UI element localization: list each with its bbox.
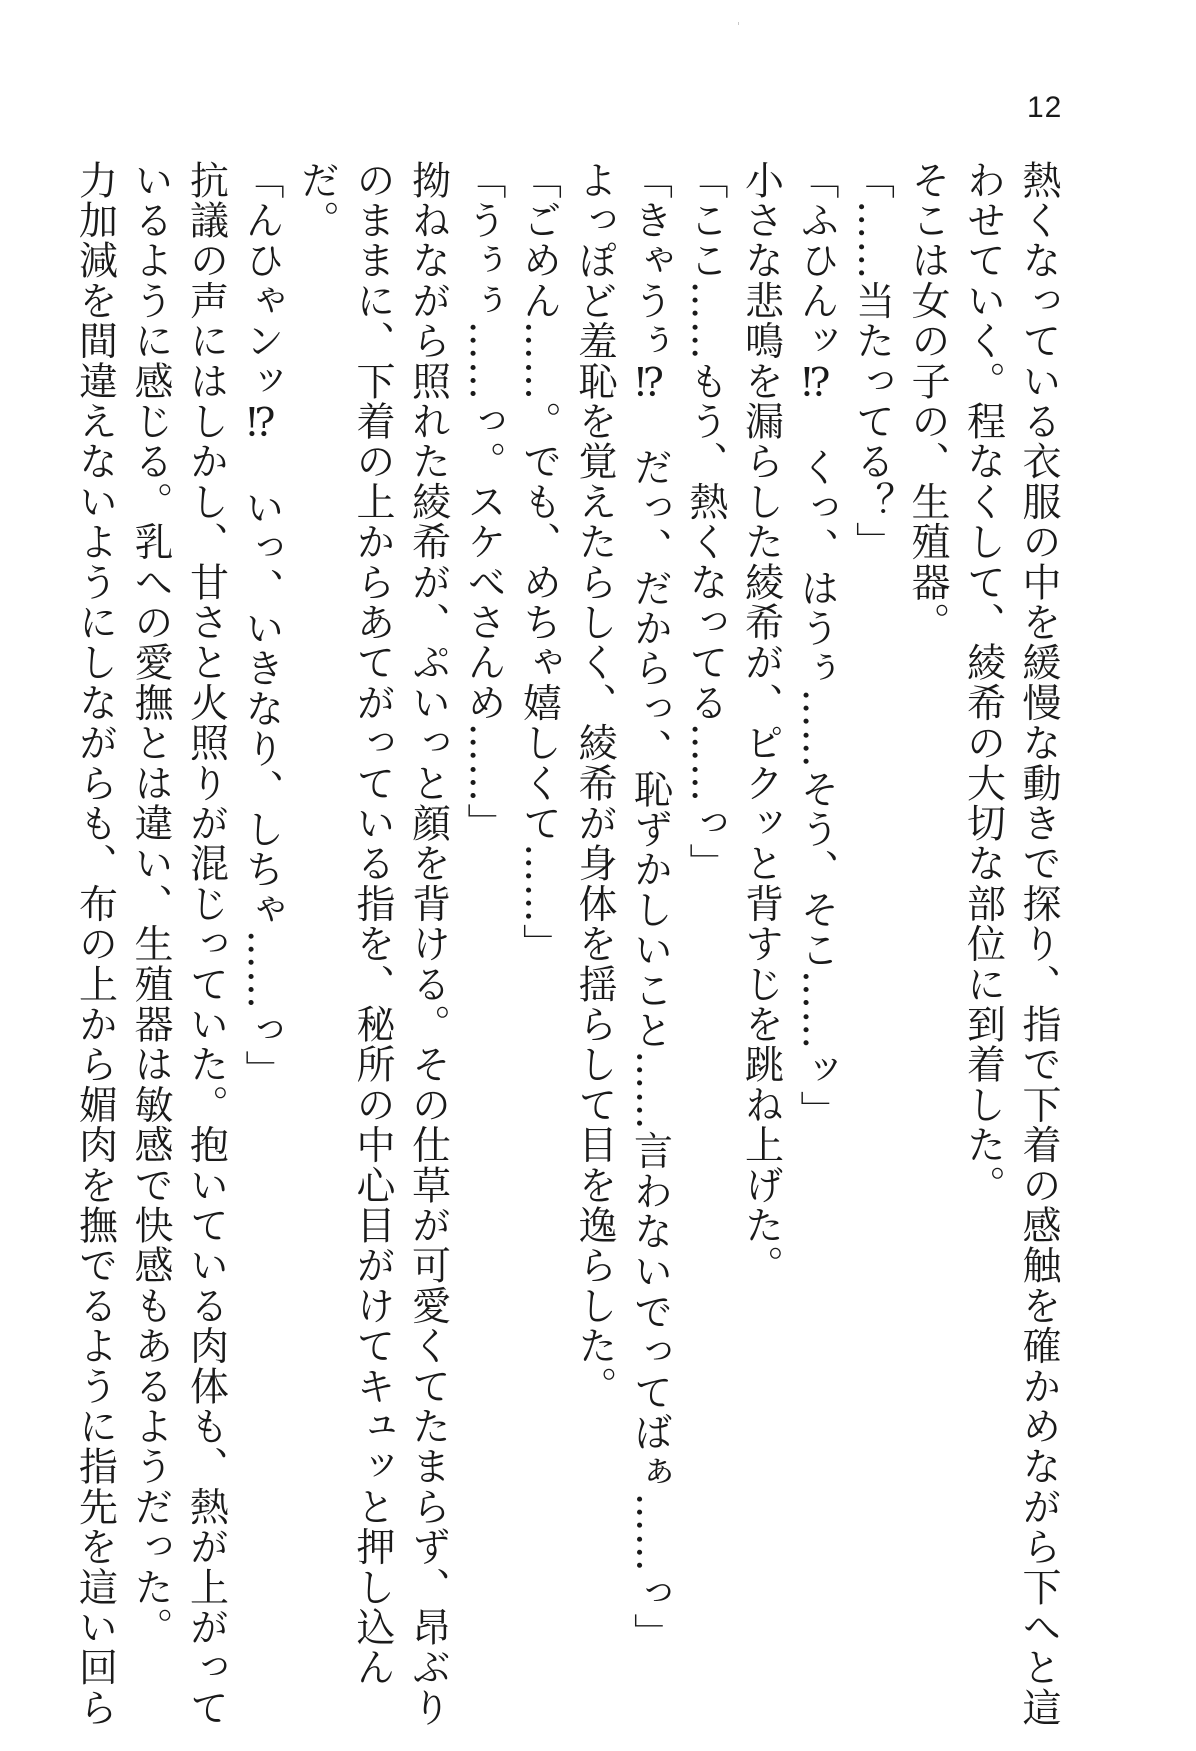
paragraph: 抗議の声にはしかし、甘さと火照りが混じっていた。抱いている肉体も、熱が上がっているように感じる。乳への愛撫とは違い、生殖器は敏感で快感もあるようだった。 <box>128 160 229 1728</box>
dialogue-line: 「……当たってる？」 <box>849 160 895 562</box>
dialogue-line: 「うぅぅ……っ。スケべさんめ……」 <box>461 160 506 844</box>
dialogue-line: 「ふひんッ⁉ くっ、はうぅ……そう、そこ……ッ」 <box>794 160 839 1131</box>
paragraph: 小さな悲鳴を漏らした綾希が、ピクッと背すじを跳ね上げた。 <box>738 160 784 1286</box>
page-number: 12 <box>1027 91 1063 124</box>
dialogue-line: 「ここ……もう、熱くなってる……っ」 <box>683 160 728 884</box>
scan-speck <box>738 22 739 25</box>
dialogue-line: 「きゃうぅ⁉ だっ、だからっ、恥ずかしいこと……言わないでってばぁ……っ」 <box>627 160 673 1654</box>
vertical-text-body <box>72 160 1066 1730</box>
paragraph: 力加減を間違えないようにしながらも、布の上から媚肉を撫でるように指先を這い回ら <box>72 160 118 1728</box>
paragraph: 熱くなっている衣服の中を緩慢な動きで探り、指で下着の感触を確かめながら下へと這わせていく。程なくして、綾希の大切な部位に到着した。 <box>960 160 1061 1728</box>
paragraph: そこは女の子の、生殖器。 <box>905 160 950 643</box>
dialogue-line: 「んひゃンッ⁉ いっ、いきなり、しちゃ……っ」 <box>239 160 284 1091</box>
paragraph: よっぽど羞恥を覚えたらしく、綾希が身体を揺らして目を逸らした。 <box>572 160 617 1407</box>
dialogue-line: 「ごめん……。でも、めちゃ嬉しくて……」 <box>516 160 562 964</box>
paragraph: 拗ねながら照れた綾希が、ぷいっと顔を背ける。その仕草が可愛くてたまらず、昂ぶりのままに、下着の上からあてがっている指を、秘所の中心目がけてキュッと押し込んだ。 <box>294 160 451 1728</box>
